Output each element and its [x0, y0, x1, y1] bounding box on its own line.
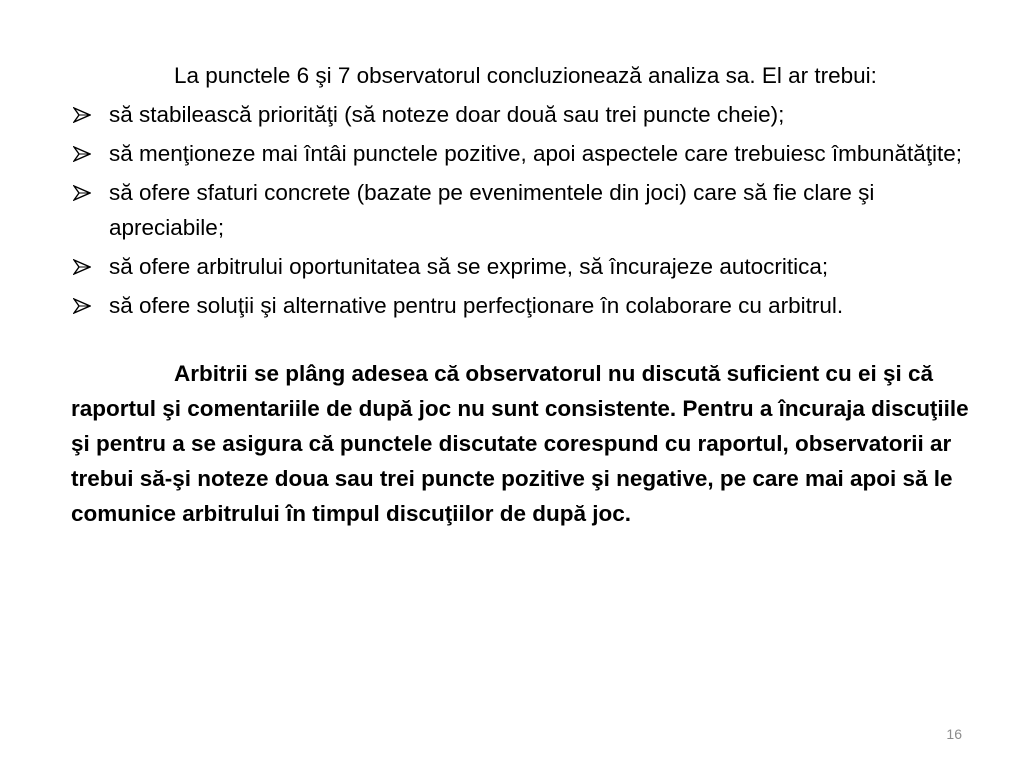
bullet-item	[71, 136, 971, 171]
bullet-text: să menţioneze mai întâi punctele pozitive, apoi aspectele care trebuiesc îmbunătăţite;	[109, 141, 962, 166]
intro-paragraph: La punctele 6 şi 7 observatorul concluzionează analiza sa. El ar trebui:	[174, 63, 877, 88]
bullet-item	[71, 249, 971, 284]
bullet-item	[71, 97, 971, 132]
closing-paragraph: Arbitrii se plâng adesea că observatorul nu discută suficient cu ei şi că raportul şi comentariile de după joc nu sunt consistente. Pentru a încuraja discuţiile şi pentru a se asigura că punctele discutate corespund cu raportul, observatorii ar trebui să-şi noteze doua sau trei puncte pozitive şi negative, pe care mai apoi să le comunice arbitrului în timpul discuţiilor de după joc.	[71, 361, 969, 526]
bullet-text: să ofere soluţii şi alternative pentru perfecţionare în colaborare cu arbitrul.	[109, 293, 844, 318]
bullet-list	[71, 97, 971, 323]
bullet-item	[71, 288, 971, 323]
bullet-item	[71, 175, 971, 245]
bullet-text: să ofere arbitrului oportunitatea să se exprime, să încurajeze autocritica;	[109, 254, 829, 279]
page-number: 16	[946, 726, 962, 742]
bullet-text: să stabilească priorităţi (să noteze doar două sau trei puncte cheie);	[109, 102, 785, 127]
arrow-bullet-icon	[73, 259, 91, 275]
arrow-bullet-icon	[73, 185, 91, 201]
bullet-text: să ofere sfaturi concrete (bazate pe evenimentele din joci) care să fie clare şi apreciabile;	[109, 180, 875, 240]
arrow-bullet-icon	[73, 146, 91, 162]
arrow-bullet-icon	[73, 298, 91, 314]
arrow-bullet-icon	[73, 107, 91, 123]
slide-content	[71, 58, 971, 531]
